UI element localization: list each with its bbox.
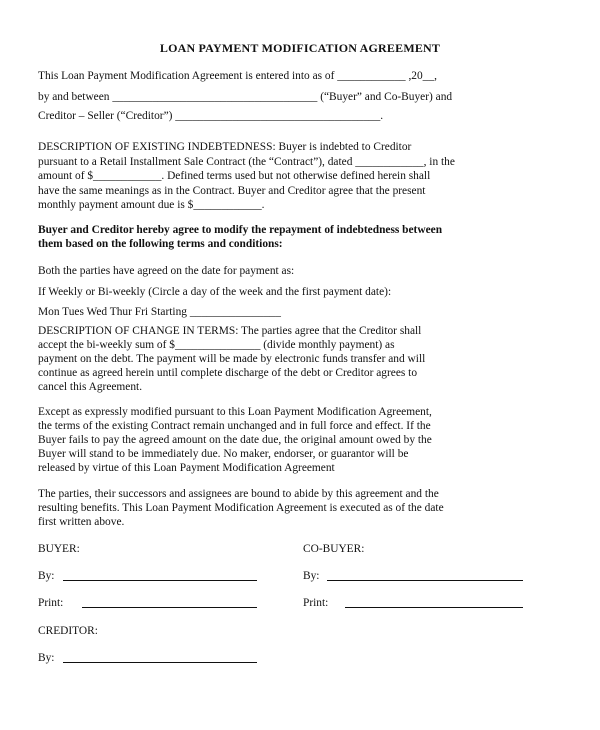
parties-line: resulting benefits. This Loan Payment Modification Agreement is executed as of the date: [38, 502, 444, 514]
cobuyer-by-label: By:: [303, 570, 320, 582]
agreement-bold-line: them based on the following terms and conditions:: [38, 238, 283, 250]
change-terms-line: DESCRIPTION OF CHANGE IN TERMS: The parties agree that the Creditor shall: [38, 325, 422, 337]
except-line: released by virtue of this Loan Payment Modification Agreement: [38, 462, 335, 474]
change-terms-line: accept the bi-weekly sum of $_______________ (divide monthly payment) as: [38, 339, 395, 351]
indebtedness-line: DESCRIPTION OF EXISTING INDEBTEDNESS: Buyer is indebted to Creditor: [38, 141, 412, 153]
except-line: Buyer fails to pay the agreed amount on the date due, the original amount owed by the: [38, 434, 432, 446]
buyer-by-label: By:: [38, 570, 55, 582]
except-line: Except as expressly modified pursuant to this Loan Payment Modification Agreement,: [38, 406, 432, 418]
intro-line: This Loan Payment Modification Agreement is entered into as of ____________ ,20__,: [38, 70, 437, 82]
buyer-print-line[interactable]: [82, 607, 257, 608]
buyer-heading: BUYER:: [38, 543, 80, 555]
agreement-bold-line: Buyer and Creditor hereby agree to modify the repayment of indebtedness between: [38, 224, 443, 236]
indebtedness-line: pursuant to a Retail Installment Sale Contract (the “Contract”), dated ____________, in the: [38, 156, 455, 168]
document-title: LOAN PAYMENT MODIFICATION AGREEMENT: [159, 41, 441, 55]
change-terms-line: payment on the debt. The payment will be made by electronic funds transfer and will: [38, 353, 426, 365]
change-terms-line: continue as agreed herein until complete discharge of the debt or Creditor agrees to: [38, 367, 418, 379]
except-line: Buyer will stand to be immediately due. No maker, endorser, or guarantor will be: [38, 448, 409, 460]
payment-date-line: If Weekly or Bi-weekly (Circle a day of the week and the first payment date):: [38, 286, 392, 298]
creditor-heading: CREDITOR:: [38, 625, 98, 637]
payment-date-line: Both the parties have agreed on the date for payment as:: [38, 265, 295, 277]
parties-line: The parties, their successors and assignees are bound to abide by this agreement and the: [38, 488, 439, 500]
buyer-print-label: Print:: [38, 597, 64, 609]
cobuyer-heading: CO-BUYER:: [303, 543, 365, 555]
indebtedness-line: amount of $____________. Defined terms used but not otherwise defined herein shall: [38, 170, 431, 182]
cobuyer-signature-line[interactable]: [327, 580, 523, 581]
intro-line: Creditor – Seller (“Creditor”) ____________________________________.: [38, 110, 384, 122]
change-terms-line: cancel this Agreement.: [38, 381, 143, 393]
indebtedness-line: have the same meanings as in the Contract. Buyer and Creditor agree that the present: [38, 185, 426, 197]
buyer-signature-line[interactable]: [63, 580, 257, 581]
indebtedness-line: monthly payment amount due is $____________.: [38, 199, 265, 211]
except-line: the terms of the existing Contract remain unchanged and in full force and effect. If the: [38, 420, 431, 432]
payment-days-line: Mon Tues Wed Thur Fri Starting ________________: [38, 306, 281, 318]
creditor-signature-line[interactable]: [63, 662, 257, 663]
cobuyer-print-line[interactable]: [345, 607, 523, 608]
creditor-by-label: By:: [38, 652, 55, 664]
parties-line: first written above.: [38, 516, 125, 528]
cobuyer-print-label: Print:: [303, 597, 329, 609]
intro-line: by and between ____________________________________ (“Buyer” and Co-Buyer) and: [38, 91, 453, 103]
